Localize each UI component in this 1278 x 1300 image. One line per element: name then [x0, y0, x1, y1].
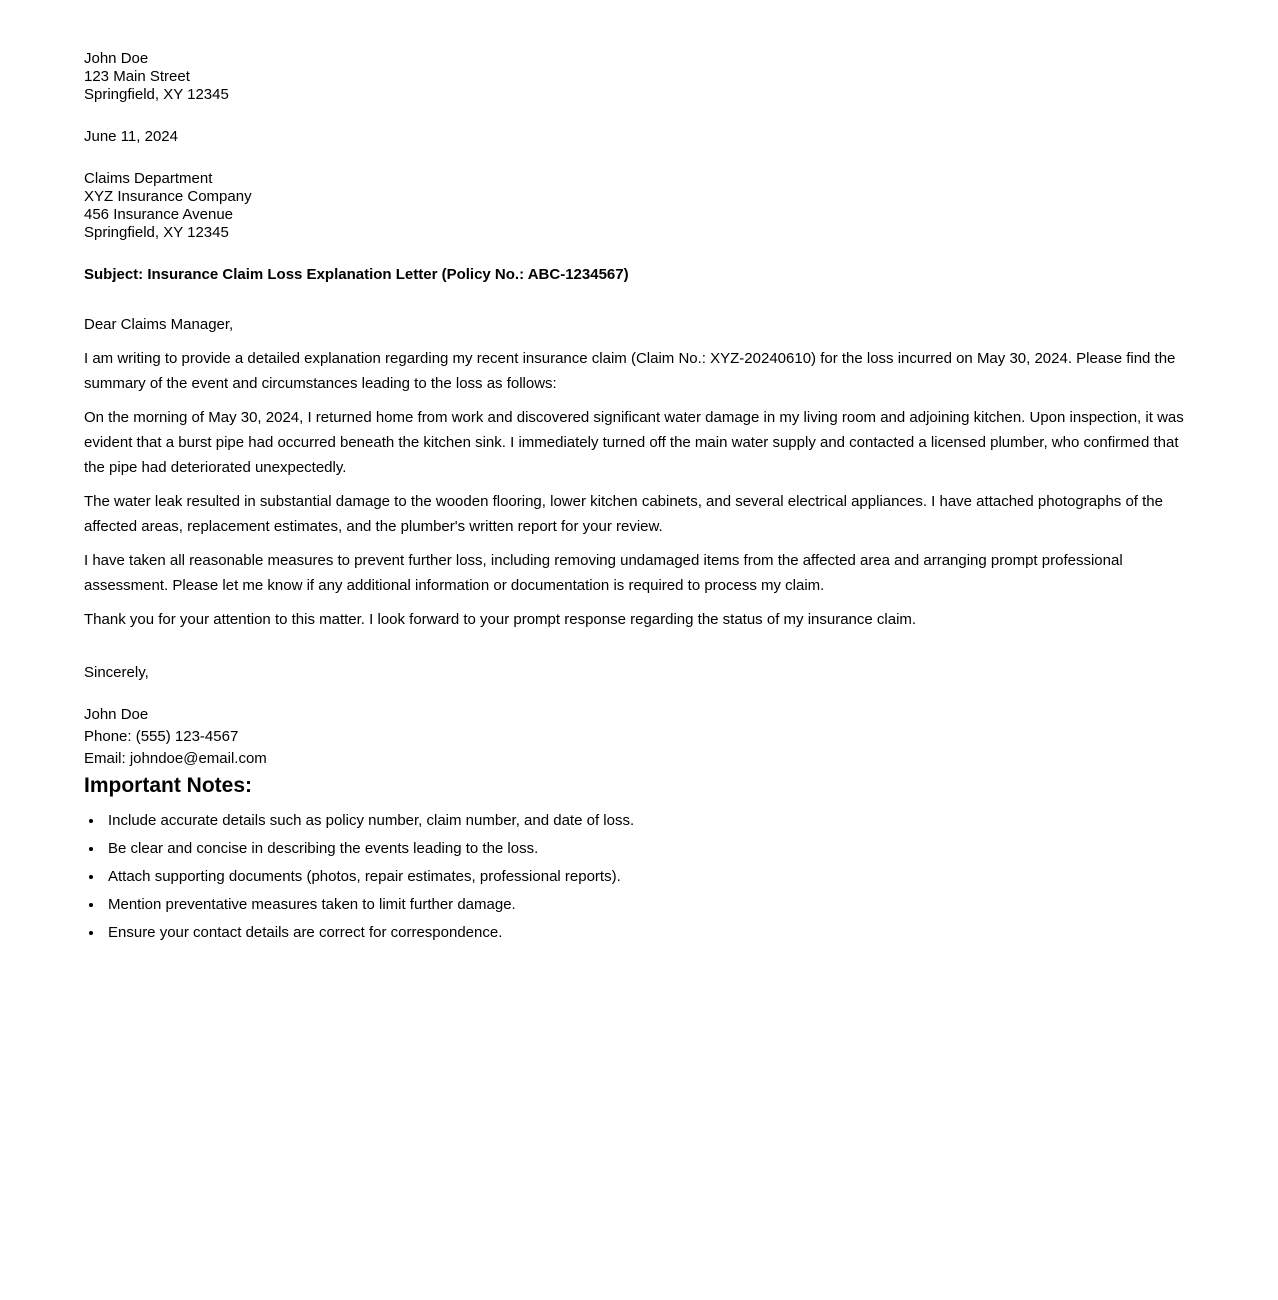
- body-paragraph-4: I have taken all reasonable measures to prevent further loss, including removing undamaged items from the affected area and arranging prompt professional assessment. Please let me know if any additional information or documentation is required to process my claim.: [84, 552, 1123, 594]
- body-paragraph-3: The water leak resulted in substantial damage to the wooden flooring, lower kitchen cabinets, and several electrical appliances. I have attached photographs of the affected areas, replacement estimates, and the plumber's written report for your review.: [84, 493, 1163, 535]
- sender-city: Springfield, XY 12345: [84, 86, 229, 103]
- note-item: • Mention preventative measures taken to limit further damage.: [104, 896, 1190, 914]
- body-paragraph-1: I am writing to provide a detailed explanation regarding my recent insurance claim (Claim No.: XYZ-20240610) for the loss incurred on May 30, 2024. Please find the summary of the event and circumstances leading to the loss as follows:: [84, 350, 1176, 392]
- recipient-company: XYZ Insurance Company: [84, 188, 252, 205]
- sender-name: John Doe: [84, 50, 149, 67]
- note-item: • Attach supporting documents (photos, repair estimates, professional reports).: [104, 868, 1190, 886]
- note-item: • Ensure your contact details are correct for correspondence.: [104, 924, 1190, 942]
- letter-date: June 11, 2024: [84, 128, 178, 145]
- closing: Sincerely,: [84, 664, 149, 681]
- body-paragraph-5: Thank you for your attention to this matter. I look forward to your prompt response regarding the status of my insurance claim.: [84, 611, 917, 628]
- note-item: • Include accurate details such as policy number, claim number, and date of loss.: [104, 812, 1190, 830]
- salutation: Dear Claims Manager,: [84, 316, 234, 333]
- body-paragraph-2: On the morning of May 30, 2024, I returned home from work and discovered significant water damage in my living room and adjoining kitchen. Upon inspection, it was evident that a burst pipe had occurred beneath the kitchen sink. I immediately turned off the main water supply and contacted a licensed plumber, who confirmed that the pipe had deteriorated unexpectedly.: [84, 409, 1184, 476]
- sender-address: [84, 50, 1190, 104]
- signature-block: [84, 704, 1190, 770]
- recipient-address: [84, 170, 1190, 242]
- signature-email: Email: johndoe@email.com: [84, 750, 267, 767]
- note-item: • Be clear and concise in describing the events leading to the loss.: [104, 840, 1190, 858]
- recipient-department: Claims Department: [84, 170, 213, 187]
- recipient-street: 456 Insurance Avenue: [84, 206, 234, 223]
- subject-line: Subject: Insurance Claim Loss Explanation Letter (Policy No.: ABC-1234567): [84, 266, 629, 283]
- notes-list: [84, 812, 1190, 942]
- signature-name: John Doe: [84, 706, 149, 723]
- sender-street: 123 Main Street: [84, 68, 190, 85]
- notes-heading: Important Notes:: [84, 774, 252, 797]
- recipient-city: Springfield, XY 12345: [84, 224, 229, 241]
- signature-phone: Phone: (555) 123-4567: [84, 728, 239, 745]
